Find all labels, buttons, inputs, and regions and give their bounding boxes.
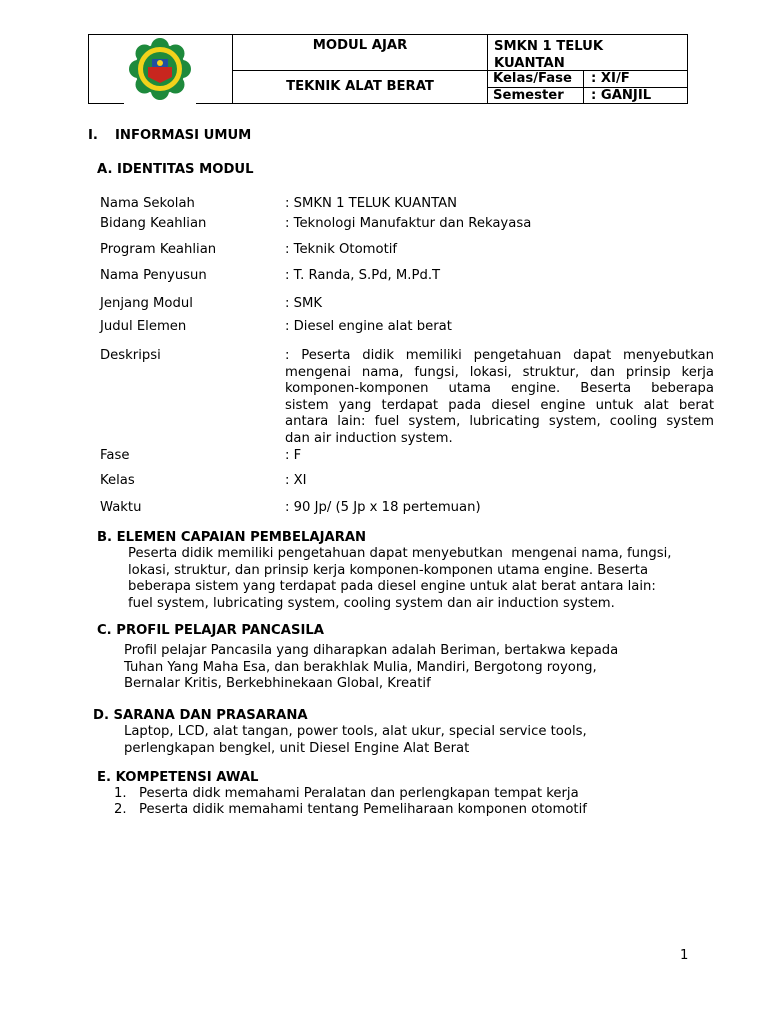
field-value: : F xyxy=(285,448,302,463)
list-item-number: 2. xyxy=(114,802,127,817)
subsection-title: E. KOMPETENSI AWAL xyxy=(97,770,259,785)
field-label: Nama Sekolah xyxy=(100,196,195,211)
field-value: : T. Randa, S.Pd, M.Pd.T xyxy=(285,268,441,283)
paragraph xyxy=(124,643,714,693)
field-value: : SMKN 1 TELUK KUANTAN xyxy=(285,196,457,211)
field-value: : Diesel engine alat berat xyxy=(285,319,452,334)
field-label: Deskripsi xyxy=(100,348,161,363)
list-item: Peserta didik memahami tentang Pemeliharaan komponen otomotif xyxy=(139,802,587,817)
field-label: Nama Penyusun xyxy=(100,268,207,283)
field-value: : Teknologi Manufaktur dan Rekayasa xyxy=(285,216,532,231)
paragraph-line: fuel system, lubricating system, cooling system dan air induction system. xyxy=(128,595,615,611)
school-name: SMKN 1 TELUK KUANTAN xyxy=(494,39,604,71)
list-item: Peserta didk memahami Peralatan dan perlengkapan tempat kerja xyxy=(139,786,579,801)
field-value: : XI xyxy=(285,473,307,488)
paragraph-line: Profil pelajar Pancasila yang diharapkan adalah Beriman, bertakwa kepada xyxy=(124,643,619,658)
paragraph-line: Peserta didik memiliki pengetahuan dapat menyebutkan mengenai nama, fungsi, xyxy=(128,546,672,561)
field-label: Judul Elemen xyxy=(100,319,187,334)
description-line: : Peserta didik memiliki pengetahuan dapat menyebutkan xyxy=(285,348,714,363)
subsection-title: B. ELEMEN CAPAIAN PEMBELAJARAN xyxy=(97,530,367,545)
page-number: 1 xyxy=(680,948,689,963)
subsection-title: D. SARANA DAN PRASARANA xyxy=(93,708,308,723)
paragraph xyxy=(128,546,718,612)
field-label: Kelas xyxy=(100,473,135,488)
description-line: antara lain: fuel system, lubricating system, cooling system xyxy=(285,414,714,429)
field-label: Jenjang Modul xyxy=(100,296,193,311)
subsection-title: A. IDENTITAS MODUL xyxy=(97,162,254,177)
description-line: dan air induction system. xyxy=(285,430,453,446)
description-block xyxy=(285,348,714,447)
paragraph-line: beberapa sistem yang terdapat pada diesel engine untuk alat berat antara lain: xyxy=(128,579,656,594)
field-label: Program Keahlian xyxy=(100,242,217,257)
semester-value: : GANJIL xyxy=(591,88,652,103)
subsection-title: C. PROFIL PELAJAR PANCASILA xyxy=(97,623,324,638)
paragraph-line: Bernalar Kritis, Berkebhinekaan Global, Kreatif xyxy=(124,676,431,691)
field-label: Fase xyxy=(100,448,130,463)
module-type: MODUL AJAR xyxy=(312,38,408,53)
class-phase-label: Kelas/Fase xyxy=(493,71,572,86)
class-phase-value: : XI/F xyxy=(591,71,630,86)
field-value: : 90 Jp/ (5 Jp x 18 pertemuan) xyxy=(285,500,481,515)
section-number: I. xyxy=(88,128,98,143)
paragraph-line: perlengkapan bengkel, unit Diesel Engine Alat Berat xyxy=(124,740,470,756)
field-label: Waktu xyxy=(100,500,142,515)
description-line: sistem yang terdapat pada diesel engine untuk alat berat xyxy=(285,397,714,413)
header-divider xyxy=(487,34,488,104)
section-title: INFORMASI UMUM xyxy=(115,128,252,143)
paragraph xyxy=(124,724,714,757)
paragraph-line: lokasi, struktur, dan prinsip kerja komponen-komponen utama engine. Beserta xyxy=(128,562,649,578)
paragraph-line: Laptop, LCD, alat tangan, power tools, alat ukur, special service tools, xyxy=(124,724,587,739)
field-value: : SMK xyxy=(285,296,323,311)
paragraph-line: Tuhan Yang Maha Esa, dan berakhlak Mulia, Mandiri, Bergotong royong, xyxy=(124,659,597,675)
field-value: : Teknik Otomotif xyxy=(285,242,398,257)
description-line: komponen-komponen utama engine. Beserta beberapa xyxy=(285,381,714,396)
module-subject: TEKNIK ALAT BERAT xyxy=(286,79,434,94)
field-label: Bidang Keahlian xyxy=(100,216,207,231)
school-logo xyxy=(124,37,196,101)
header-divider xyxy=(583,70,584,104)
list-item-number: 1. xyxy=(114,786,127,801)
semester-label: Semester xyxy=(493,88,564,103)
description-line: mengenai nama, fungsi, lokasi, struktur, dan prinsip kerja xyxy=(285,364,714,380)
